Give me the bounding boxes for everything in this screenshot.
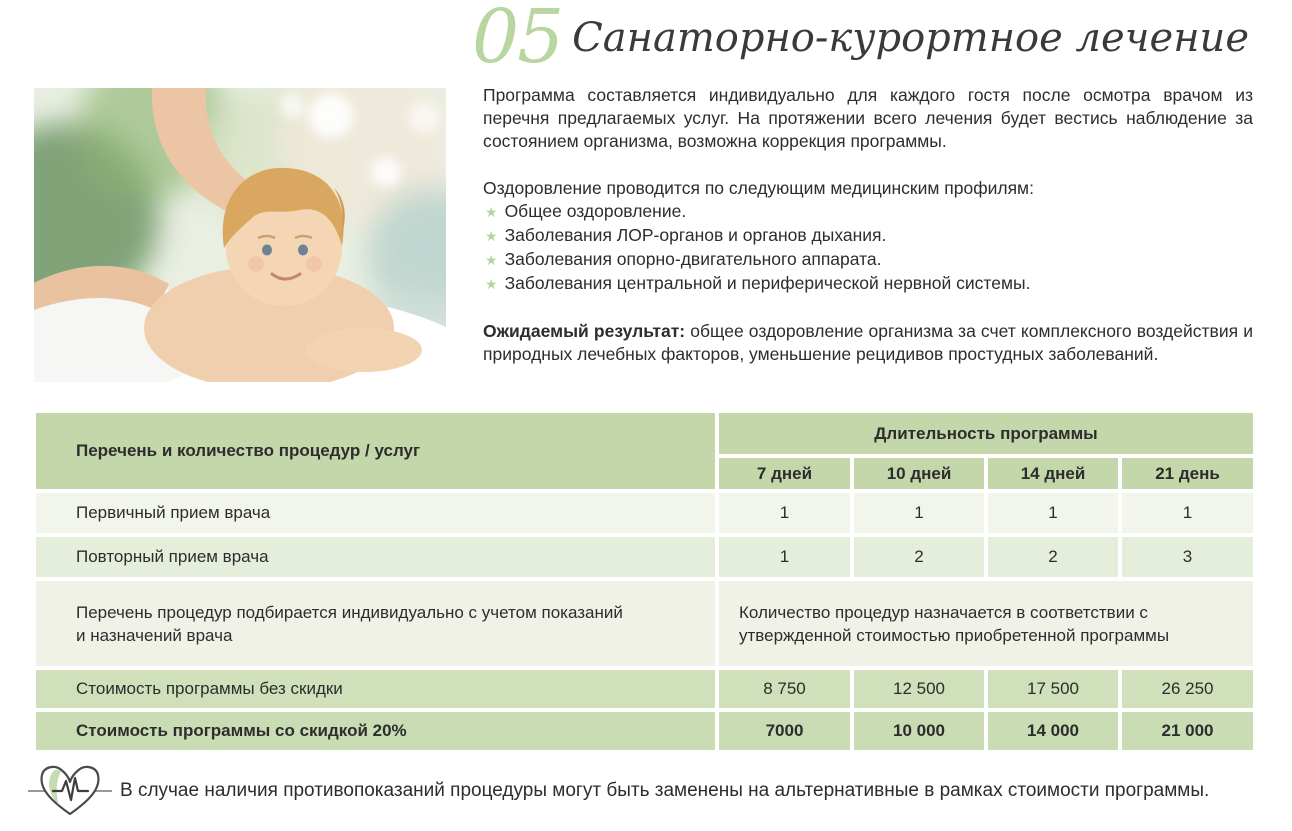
table-cell: 7000 [719, 712, 850, 750]
table-cell: 2 [854, 537, 984, 577]
table-cell: 2 [988, 537, 1118, 577]
expected-result-label: Ожидаемый результат: [483, 321, 686, 341]
heart-pulse-icon [28, 760, 112, 822]
column-header-21-days: 21 день [1122, 458, 1253, 489]
section-number: 05 [472, 0, 563, 80]
table-cell: 1 [1122, 493, 1253, 533]
column-header-7-days: 7 дней [719, 458, 850, 489]
star-bullet-icon: ★ [485, 228, 498, 244]
column-header-14-days: 14 дней [988, 458, 1118, 489]
footnote [28, 760, 1209, 822]
row-label-primary-visit: Первичный прием врача [36, 493, 715, 533]
table-cell: 1 [988, 493, 1118, 533]
list-item [483, 200, 1253, 224]
list-item [483, 224, 1253, 248]
masthead [472, 0, 1249, 80]
merged-cell-procedure-count-text: Количество процедур назначается в соответствии с утвержденной стоимостью приобретенной программы [739, 602, 1170, 645]
pricing-table [36, 413, 1253, 750]
footnote-text: В случае наличия противопоказаний процедуры могут быть заменены на альтернативные в рамках стоимости программы. [120, 780, 1210, 801]
table-header-duration: Длительность программы [719, 413, 1253, 454]
row-label-price-no-discount: Стоимость программы без скидки [36, 670, 715, 708]
intro-paragraph: Программа составляется индивидуально для каждого гостя после осмотра врачом из перечня предлагаемых услуг. На протяжении всего лечения будет вестись наблюдение за состоянием организма, возможна коррекция программы. [483, 85, 1253, 151]
table-cell: 14 000 [988, 712, 1118, 750]
column-header-10-days: 10 дней [854, 458, 984, 489]
star-bullet-icon: ★ [485, 276, 498, 292]
profiles-lead: Оздоровление проводится по следующим медицинским профилям: [483, 178, 1034, 198]
table-cell: 10 000 [854, 712, 984, 750]
list-item [483, 272, 1253, 296]
table-cell: 8 750 [719, 670, 850, 708]
expected-result-text: общее оздоровление организма за счет комплексного воздействия и природных лечебных факторов, уменьшение рецидивов простудных заболеваний. [483, 321, 1253, 364]
row-label-price-discount: Стоимость программы со скидкой 20% [36, 712, 715, 750]
table-cell: 21 000 [1122, 712, 1253, 750]
table-cell: 26 250 [1122, 670, 1253, 708]
list-item [483, 248, 1253, 272]
profile-item-label: Заболевания опорно-двигательного аппарата. [504, 249, 882, 269]
profiles-list [483, 200, 1253, 296]
copy-column [483, 84, 1253, 366]
row-label-repeat-visit: Повторный прием врача [36, 537, 715, 577]
child-massage-photo [34, 88, 446, 382]
merged-cell-procedure-count [719, 581, 1253, 666]
table-cell: 17 500 [988, 670, 1118, 708]
row-label-procedure-list [36, 581, 715, 666]
table-cell: 1 [854, 493, 984, 533]
child-massage-photo-art [34, 88, 446, 382]
table-header-services: Перечень и количество процедур / услуг [36, 413, 715, 489]
table-cell: 1 [719, 537, 850, 577]
expected-result-paragraph [483, 320, 1253, 366]
row-label-procedure-list-text: Перечень процедур подбирается индивидуально с учетом показаний и назначений врача [76, 602, 623, 645]
star-bullet-icon: ★ [485, 252, 498, 268]
table-cell: 1 [719, 493, 850, 533]
table-cell: 12 500 [854, 670, 984, 708]
profile-item-label: Общее оздоровление. [504, 201, 687, 221]
profile-item-label: Заболевания центральной и периферической нервной системы. [504, 273, 1031, 293]
profile-item-label: Заболевания ЛОР-органов и органов дыхания. [504, 225, 887, 245]
table-cell: 3 [1122, 537, 1253, 577]
page-title: Санаторно-курортное лечение [572, 15, 1249, 61]
star-bullet-icon: ★ [485, 204, 498, 220]
